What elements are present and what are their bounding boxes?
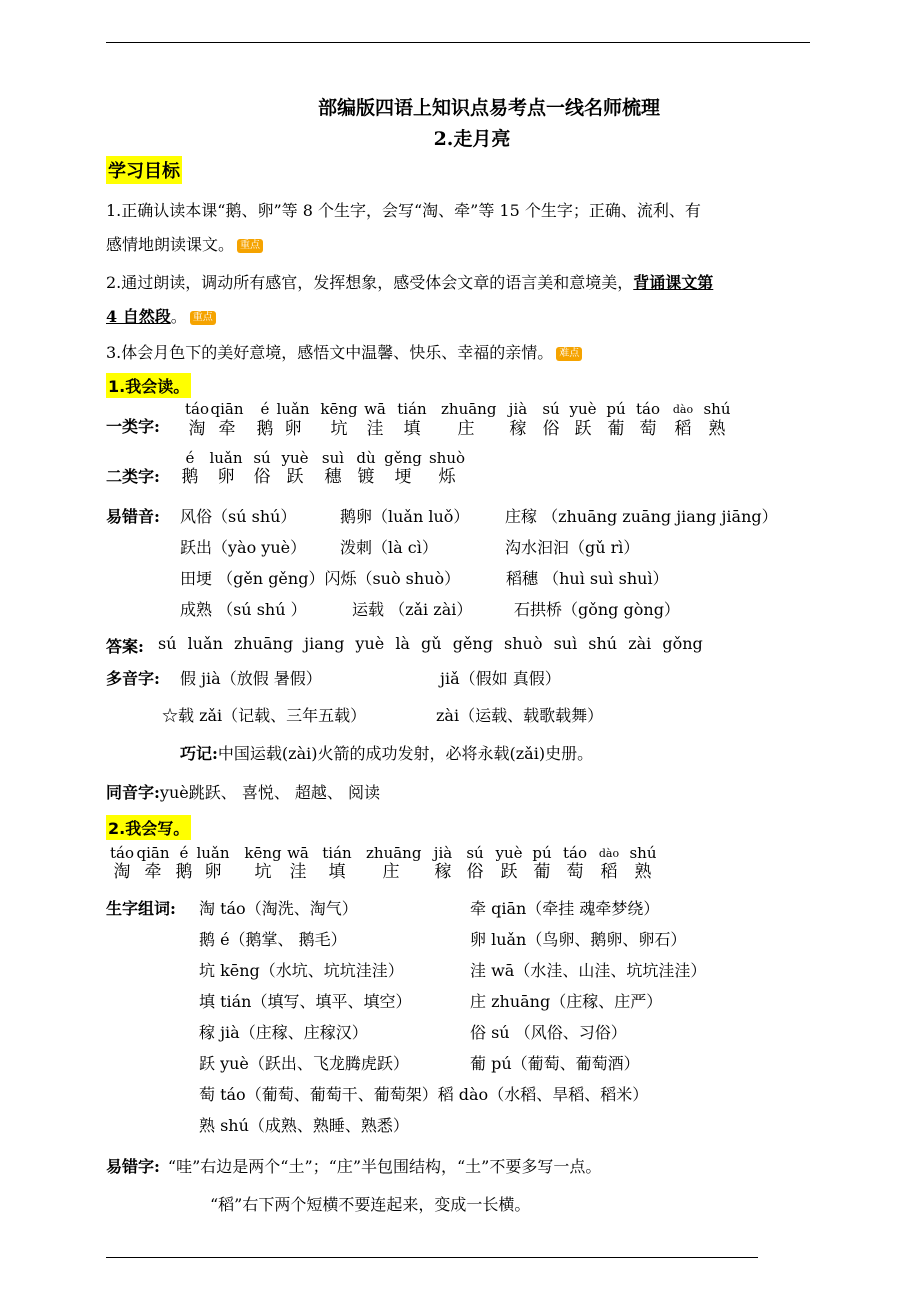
pinyin: é — [179, 844, 189, 862]
hanzi: 淘 — [113, 862, 131, 882]
hanzi: 跃 — [574, 419, 592, 439]
hanzi: 跃 — [500, 862, 518, 882]
hanzi: 俗 — [466, 862, 484, 882]
error-pronunciation-item: 鹅卵（luǎn luǒ） — [340, 507, 470, 526]
hanzi: 稼 — [509, 419, 527, 439]
hanzi: 萄 — [639, 419, 657, 439]
word-building-item: 卵 luǎn（鸟卵、鹅卵、卵石） — [470, 930, 687, 949]
hanzi: 稻 — [600, 862, 618, 882]
key-point-badge: 重点 — [237, 239, 263, 253]
hanzi: 稼 — [434, 862, 452, 882]
hanzi: 稻 — [674, 419, 692, 439]
word-building-item: 庄 zhuāng（庄稼、庄严） — [470, 992, 663, 1011]
error-pronunciation-item: 成熟 （sú shú ） — [180, 600, 307, 619]
hanzi: 埂 — [394, 467, 412, 487]
word-building-item: 俗 sú （风俗、习俗） — [470, 1023, 627, 1042]
pinyin: yuè — [495, 844, 523, 862]
pinyin: é — [185, 449, 195, 467]
hanzi: 熟 — [708, 419, 726, 439]
objective-1-line-a: 1.正确认读本课“鹅、卵”等 8 个生字，会写“淘、牵”等 15 个生字；正确、流利、有 — [106, 201, 701, 220]
pinyin: shú — [629, 844, 657, 862]
write-heading: 2.我会写。 — [106, 815, 191, 840]
hanzi: 葡 — [533, 862, 551, 882]
polyphone-1b: jiǎ（假如 真假） — [440, 669, 561, 688]
hanzi: 鹅 — [175, 862, 193, 882]
objectives-heading: 学习目标 — [106, 156, 182, 184]
pinyin: é — [260, 400, 270, 418]
pinyin: gěng — [384, 449, 422, 467]
objective-1-line-b: 感情地朗读课文。 重点 — [106, 232, 263, 255]
class2-label: 二类字: — [106, 467, 160, 486]
pinyin: sú — [253, 449, 271, 467]
difficulty-badge: 难点 — [556, 347, 582, 361]
pinyin: dào — [672, 403, 694, 416]
pinyin: qiān — [136, 844, 170, 862]
objective-2-line-b: 4 自然段。 重点 — [106, 304, 216, 327]
error-pronunciation-item: 稻穗 （huì suì shuì） — [506, 569, 669, 588]
pinyin: shú — [703, 400, 731, 418]
pinyin: shuò — [428, 449, 466, 467]
pinyin: tián — [397, 400, 427, 418]
pinyin: wā — [364, 400, 386, 418]
hanzi: 洼 — [289, 862, 307, 882]
pinyin: zhuāng — [441, 400, 497, 418]
pinyin: luǎn — [209, 449, 243, 467]
hanzi: 淘 — [188, 419, 206, 439]
word-building-item: 稼 jià（庄稼、庄稼汉） — [199, 1023, 368, 1042]
polyphone-2b: zài（运载、载歌载舞） — [436, 706, 604, 725]
pinyin: pú — [532, 844, 552, 862]
word-building-item: 填 tián（填写、填平、填空） — [199, 992, 412, 1011]
pinyin: suì — [321, 449, 345, 467]
word-building-item: 跃 yuè（跃出、飞龙腾虎跃） — [199, 1054, 409, 1073]
error-pronunciation-item: 庄稼 （zhuāng zuāng jiang jiāng） — [505, 507, 778, 526]
pinyin: jià — [508, 400, 528, 418]
hanzi: 卵 — [284, 419, 302, 439]
word-building-item: 鹅 é（鹅掌、 鹅毛） — [199, 930, 347, 949]
hanzi: 填 — [328, 862, 346, 882]
pinyin: kēng — [320, 400, 358, 418]
hanzi: 烁 — [438, 467, 456, 487]
top-rule — [106, 42, 810, 43]
pinyin: táo — [184, 400, 209, 418]
hanzi: 牵 — [218, 419, 236, 439]
error-pronunciation-item: 泼刺（là cì） — [340, 538, 438, 557]
polyphone-1a: 假 jià（放假 暑假） — [180, 669, 322, 688]
hanzi: 熟 — [634, 862, 652, 882]
hanzi: 跃 — [286, 467, 304, 487]
word-building-item: 淘 táo（淘洗、淘气） — [199, 899, 358, 918]
hanzi: 葡 — [607, 419, 625, 439]
error-pronunciation-item: 运载 （zǎi zài） — [352, 600, 473, 619]
pinyin: qiān — [210, 400, 244, 418]
word-building-item: 坑 kēng（水坑、坑坑洼洼） — [199, 961, 404, 980]
class1-label: 一类字: — [106, 417, 160, 436]
word-building-item: 洼 wā（水洼、山洼、坑坑洼洼） — [470, 961, 707, 980]
pinyin: kēng — [244, 844, 282, 862]
pinyin: táo — [562, 844, 587, 862]
error-pronunciation-label: 易错音: — [106, 507, 160, 526]
hanzi: 庄 — [382, 862, 400, 882]
answer-text: sú luǎn zhuāng jiang yuè là gǔ gěng shuò suì shú zài gǒng — [158, 634, 703, 653]
pinyin: wā — [287, 844, 309, 862]
doc-title: 部编版四语上知识点易考点一线名师梳理 — [317, 97, 660, 119]
hanzi: 俗 — [253, 467, 271, 487]
hanzi: 庄 — [457, 419, 475, 439]
doc-subtitle: 2.走月亮 — [433, 128, 511, 150]
hanzi: 坑 — [330, 419, 348, 439]
word-building-label: 生字组词: — [106, 899, 176, 918]
word-building-item: 葡 pú（葡萄、葡萄酒） — [470, 1054, 640, 1073]
pinyin: tián — [322, 844, 352, 862]
pinyin: luǎn — [196, 844, 230, 862]
hanzi: 牵 — [144, 862, 162, 882]
key-point-badge-2: 重点 — [190, 311, 216, 325]
hanzi: 鹅 — [181, 467, 199, 487]
polyphone-label: 多音字: — [106, 669, 160, 688]
common-mistakes-1: 易错字: “哇”右边是两个“土”；“庄”半包围结构，“土”不要多写一点。 — [106, 1157, 602, 1176]
read-heading: 1.我会读。 — [106, 373, 191, 398]
error-pronunciation-item: 沟水汩汩（gǔ rì） — [505, 538, 640, 557]
pinyin: sú — [542, 400, 560, 418]
word-building-item: 牵 qiān（牵挂 魂牵梦绕） — [470, 899, 660, 918]
hanzi: 镀 — [357, 467, 375, 487]
common-mistakes-2: “稻”右下两个短横不要连起来，变成一长横。 — [210, 1195, 531, 1214]
hanzi: 鹅 — [256, 419, 274, 439]
memory-trick: 巧记:中国运载(zài)火箭的成功发射，必将永载(zǎi)史册。 — [180, 744, 594, 763]
pinyin: luǎn — [276, 400, 310, 418]
hanzi: 卵 — [204, 862, 222, 882]
pinyin: pú — [606, 400, 626, 418]
error-pronunciation-item: 石拱桥（gǒng gòng） — [514, 600, 680, 619]
pinyin: yuè — [281, 449, 309, 467]
homophones: 同音字:yuè跳跃、 喜悦、 超越、 阅读 — [106, 783, 380, 802]
pinyin: jià — [433, 844, 453, 862]
polyphone-2a: ☆载 zǎi（记载、三年五载） — [162, 706, 367, 725]
pinyin: táo — [635, 400, 660, 418]
word-building-item: 萄 táo（葡萄、葡萄干、葡萄架）稻 dào（水稻、旱稻、稻米） — [199, 1085, 649, 1104]
pinyin: dù — [356, 449, 376, 467]
hanzi: 俗 — [542, 419, 560, 439]
pinyin: yuè — [569, 400, 597, 418]
hanzi: 萄 — [566, 862, 584, 882]
hanzi: 坑 — [254, 862, 272, 882]
hanzi: 填 — [403, 419, 421, 439]
error-pronunciation-item: 田埂 （gěn gěng）闪烁（suò shuò） — [180, 569, 461, 588]
hanzi: 卵 — [217, 467, 235, 487]
hanzi: 穗 — [324, 467, 342, 487]
pinyin: sú — [466, 844, 484, 862]
pinyin: dào — [598, 847, 620, 860]
error-pronunciation-item: 跃出（yào yuè） — [180, 538, 307, 557]
word-building-item: 熟 shú（成熟、熟睡、熟悉） — [199, 1116, 409, 1135]
bottom-rule — [106, 1257, 758, 1258]
objective-2-line-a: 2.通过朗读，调动所有感官，发挥想象，感受体会文章的语言美和意境美，背诵课文第 — [106, 273, 714, 292]
error-pronunciation-item: 风俗（sú shú） — [180, 507, 297, 526]
objective-3: 3.体会月色下的美好意境，感悟文中温馨、快乐、幸福的亲情。 难点 — [106, 340, 582, 363]
pinyin: zhuāng — [366, 844, 422, 862]
hanzi: 洼 — [366, 419, 384, 439]
pinyin: táo — [109, 844, 134, 862]
answer-label: 答案: — [106, 637, 144, 656]
